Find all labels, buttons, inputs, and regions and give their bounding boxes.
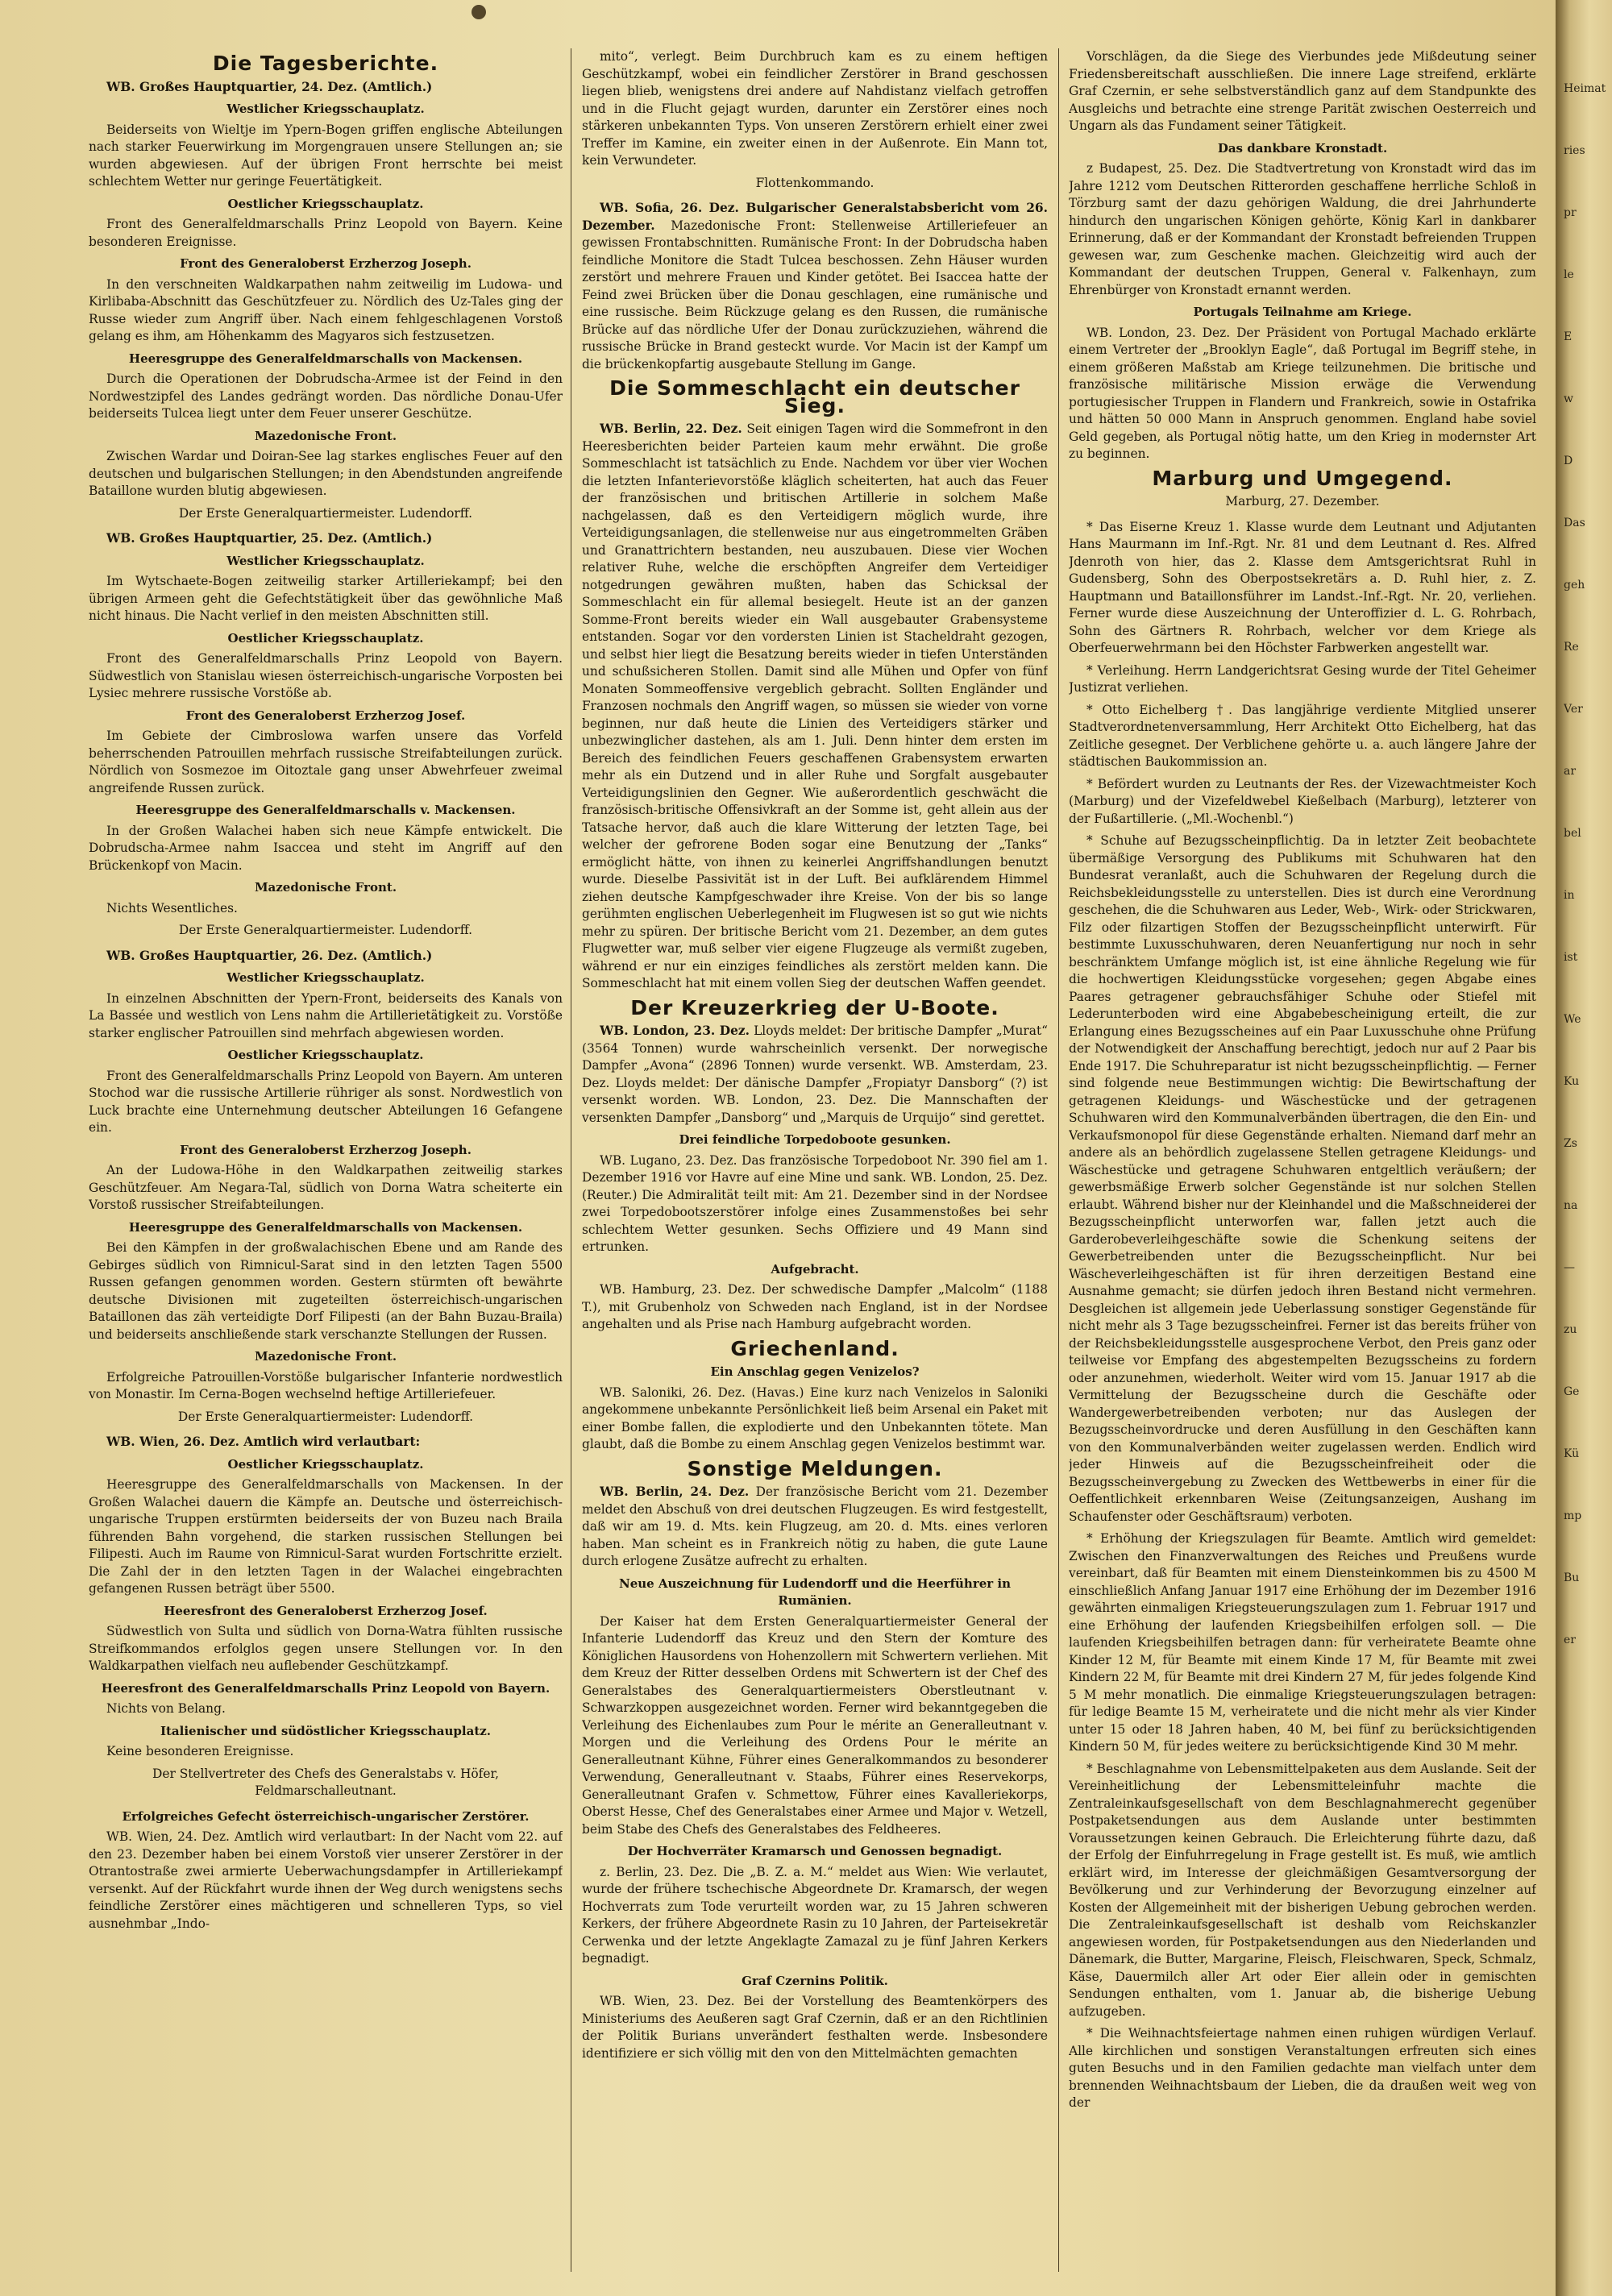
fragment-word: ries bbox=[1564, 144, 1585, 157]
article-lead: WB. Großes Hauptquartier, 25. Dez. (Amtlich.) bbox=[106, 531, 433, 546]
column-3 bbox=[1069, 48, 1536, 2280]
article-text: Nichts Wesentliches. bbox=[106, 900, 238, 915]
article-paragraph bbox=[582, 421, 1048, 993]
subheading: Das dankbare Kronstadt. bbox=[1217, 140, 1388, 156]
fragment-word: na bbox=[1564, 1199, 1578, 1212]
subheading: Italienischer und südöstlicher Kriegsschauplatz. bbox=[160, 1723, 491, 1738]
article-text: * Otto Eichelberg †. Das langjährige verdiente Mitglied unserer Stadtverordnetenversammlung, Herr Architekt Otto Eichelberg, hat das Zeitliche gesegnet. Der Verblichene gehörte u. a. auch längere Jahre der städtischen Baukommission an. bbox=[1069, 702, 1536, 769]
article-text: An der Ludowa-Höhe in den Waldkarpathen zeitweilig starkes Geschützfeuer. Am Negara-Tal, südlich von Dorna Watra scheiterte ein Vorstoß russischer Streifabteilungen. bbox=[89, 1163, 563, 1212]
subheading: Graf Czernins Politik. bbox=[742, 1973, 888, 1988]
article-text: Erfolgreiche Patrouillen-Vorstöße bulgarischer Infanterie nordwestlich von Monastir. Im Cerna-Bogen wechselnd heftige Artilleriefeuer. bbox=[89, 1369, 563, 1401]
binding-hole bbox=[472, 5, 486, 19]
subheading: Mazedonische Front. bbox=[254, 428, 397, 443]
article-lead: WB. Sofia, 26. Dez. Bulgarischer Generalstabsbericht vom 26. Dezember. bbox=[582, 201, 1048, 233]
subheading: Ein Anschlag gegen Venizelos? bbox=[710, 1364, 920, 1379]
section-heading: Die Sommeschlacht ein deutscher Sieg. bbox=[609, 376, 1020, 417]
subheading: Oestlicher Kriegsschauplatz. bbox=[227, 1048, 424, 1062]
fragment-word: pr bbox=[1564, 206, 1577, 219]
fragment-word: Ge bbox=[1564, 1385, 1580, 1398]
article-text: * Schuhe auf Bezugsscheinpflichtig. Da in letzter Zeit beobachtete übermäßige Versorgung des Publikums mit Schuhwaren hat den Bundesrat veranlaßt, auch die Schuhwaren der Regelung durch die Reichsbekleidungsstelle zu unterstellen. Dies ist durch eine Verordnung geschehen, die die Schuhwaren aus Leder, Web-, Wirk- oder Strickwaren, Filz oder filzartigen Stoffen der Bezugsscheinpflicht unterwirft. Für bestimmte Luxusschuhwaren, deren Neuanfertigung nur noch in sehr beschränktem Umfange möglich ist, ist eine ähnliche Regelung wie für die hochwertigen Kleidungsstücke vorgesehen; gegen Abgabe eines Paares getragener gebrauchsfähiger Schuhe oder Stiefel mit Lederunterboden wird eine Abgabebescheinigung erteilt, die zur Erlangung eines Bezugsscheines auf ein Paar Luxusschuhe ohne Prüfung der Notwendigkeit der Anschaffung berechtigt, jedoch nur auf 2 Paar bis Ende 1917. Die Schuhreparatur ist nicht bezugsscheinpflichtig. — Ferner sind folgende neue Bestimmungen wichtig: Die Bewirtschaftung der getragenen Kleidungs- und Wäschestücke und der getragenen Schuhwaren wird den Kommunalverbänden übertragen, die den Ein- und Verkaufsmonopol für diese Gegenstände erhalten. Niemand darf mehr an andere als an behördlich zugelassene Stellen getragene Kleidungs- und Wäschestücke und getragene Schuhwaren entgeltlich veräußern; der gewerbsmäßige Erwerb solcher Gegenstände ist nur solchen Stellen erlaubt. Während bisher nur der Kleinhandel und die Maßschneiderei der Bezugsscheinpflicht unterworfen war, fallen jetzt auch die Garderobeverleihgeschäfte sowie die Schenkung seitens der Gewerbetreibenden unter die Bezugsscheinpflicht. Nur bei Wäscheverleihgeschäften ist für ihren derzeitigen Bestand eine Ausnahme gemacht; sie dürfen jedoch ihren Bestand nicht vermehren. Desgleichen ist allgemein jede Ueberlassung sonstiger Gegenstände für nicht mehr als 3 Tage bezugsscheinfrei. Ferner ist das bereits früher von der Reichsbekleidungsstelle ausgesprochene Verbot, den Preis ganz oder teilweise vor Empfang des abgestempelten Bezugsscheins zu fordern oder anzunehmen, wiederholt. Weiter wird vom 15. Januar 1917 ab die Vermittelung der Bezugsscheine durch die Geschäfte oder Wandergewerbetreibenden verboten; nur das Auslegen der Bezugsscheinvordrucke und deren Ausfüllung in den Geschäften kann von den Kommunalverbänden weiter zugelassen werden. Endlich wird jeder Hinweis auf die Bezugsscheinfreiheit oder die Bezugsscheinvergebung zu Zwecken des Wettbewerbs in einer für die Oeffentlichkeit erkennbaren Weise (Zeitungsanzeigen, Aushang im Schaufenster oder Geschäftsraum) verboten. bbox=[1069, 833, 1536, 1524]
signature-line: Der Erste Generalquartiermeister: Ludendorff. bbox=[177, 1409, 474, 1424]
section-heading: Die Tagesberichte. bbox=[212, 52, 439, 75]
section-heading: Sonstige Meldungen. bbox=[687, 1456, 943, 1480]
signature-line: Flottenkommando. bbox=[755, 175, 875, 190]
subheading: Front des Generaloberst Erzherzog Joseph. bbox=[180, 1142, 472, 1157]
subheading: Oestlicher Kriegsschauplatz. bbox=[227, 196, 424, 211]
article-text: Nichts von Belang. bbox=[106, 1701, 226, 1716]
article-text: Der französische Bericht vom 21. Dezember meldet den Abschuß von drei deutschen Flugzeugen. Es wird festgestellt, daß wir am 19. d. Mts. kein Flugzeug, am 20. d. Mts. eines verloren haben. Man scheint es in Frankreich nötig zu haben, die gute Laune durch erlogene Zusätze aufrecht zu erhalten. bbox=[582, 1484, 1048, 1568]
article-text: Vorschlägen, da die Siege des Vierbundes jede Mißdeutung seiner Friedensbereitschaft ausschließen. Die innere Lage streifend, erklärte Graf Czernin, er sehe selbstverständlich ganz auf dem Standpunkte des Ausgleichs und betrachte eine strenge Parität zwischen Oesterreich und Ungarn als das Fundament seiner Tätigkeit. bbox=[1069, 49, 1536, 133]
article-text: * Beschlagnahme von Lebensmittelpaketen aus dem Auslande. Seit der Vereinheitlichung der Lebensmitteleinfuhr machte die Zentraleinkaufsgesellschaft von dem Beschlagnahmerecht gegenüber Postpaketsendungen aus dem Auslande unter bestimmten Voraussetzungen keinen Gebrauch. Die Erleichterung führte dazu, daß der Erfolg der Einfuhrregelung in Frage gestellt ist. Es muß, wie amtlich erklärt wird, im Interesse der gleichmäßigen Gesamtversorgung der Bevölkerung und zur Verhinderung der Bevorzugung einzelner auf Kosten der Allgemeinheit mit der bisherigen Uebung gebrochen werden. Die Zentraleinkaufsgesellschaft ist deshalb vom Reichskanzler angewiesen worden, für Postpaketsendungen aus den Niederlanden und Dänemark, die Butter, Margarine, Fleisch, Fleischwaren, Speck, Schmalz, Käse, Dauermilch aller Art oder Eier allein oder in gemischten Sendungen enthalten, vom 1. Januar ab, die bisherige Uebung aufzugeben. bbox=[1069, 1761, 1536, 2019]
article-paragraph bbox=[89, 1434, 563, 1451]
article-text: z Budapest, 25. Dez. Die Stadtvertretung von Kronstadt wird das im Jahre 1212 vom Deutschen Ritterorden geschaffene herrliche Schloß in Törzburg samt der dazu gehörigen Waldung, die drei Jahrhunderte hindurch den ungarischen Königen gehörte, König Karl in dankbarer Erinnerung, daß er der Kommandant der Kronstadt befreienden Truppen gewesen war, zum Geschenke machen. Gleichzeitig wird auch der Kommandant der deutschen Truppen, General v. Falkenhayn, zum Ehrenbürger von Kronstadt ernannt werden. bbox=[1069, 161, 1536, 297]
article-paragraph bbox=[89, 948, 563, 965]
column-1 bbox=[89, 48, 563, 2280]
subheading: Mazedonische Front. bbox=[254, 1349, 397, 1364]
article-lead: WB. Wien, 26. Dez. Amtlich wird verlautbart: bbox=[106, 1434, 421, 1449]
article-text: Front des Generalfeldmarschalls Prinz Leopold von Bayern. Am unteren Stochod war die russische Artillerie rühriger als sonst. Nordwestlich von Luck brachte eine Unternehmung deutscher Abteilungen 16 Gefangene ein. bbox=[89, 1068, 563, 1135]
column-2 bbox=[582, 48, 1048, 2280]
subheading: Heeresfront des Generaloberst Erzherzog Josef. bbox=[164, 1603, 488, 1618]
fragment-word: bel bbox=[1564, 827, 1581, 840]
signature-line: Der Erste Generalquartiermeister. Ludendorff. bbox=[178, 505, 473, 521]
subheading: Heeresgruppe des Generalfeldmarschalls von Mackensen. bbox=[128, 351, 523, 366]
subheading: Oestlicher Kriegsschauplatz. bbox=[227, 1456, 424, 1472]
article-text: Der Kaiser hat dem Ersten Generalquartiermeister General der Infanterie Ludendorff das Kreuz und den Stern der Komture des Königlichen Hausordens von Hohenzollern mit Schwertern verliehen. Mit dem Kreuz der Ritter desselben Ordens mit Schwertern ist der Chef des Generalstabes des Generalquartiermeisters Oberstleutnant v. Schwarzkoppen ausgezeichnet worden. Ferner wird bekanntgegeben die Verleihung des Eichenlaubes zum Pour le mérite an Generalleutnant v. Morgen und die Verleihung des Ordens Pour le mérite an Generalleutnant Kühne, Führer eines Generalkommandos zu besonderer Verwendung, Generalleutnant v. Staabs, Führer eines Reservekorps, Generalleutnant Grafen v. Schmettow, Führer eines Kavalleriekorps, Oberst Hesse, Chef des Generalstabes einer Armee und Major v. Wetzell, beim Stabe des Chefs des Generalstabes des Feldheeres. bbox=[582, 1613, 1048, 1837]
article-text: * Die Weihnachtsfeiertage nahmen einen ruhigen würdigen Verlauf. Alle kirchlichen und sonstigen Veranstaltungen erfreuten sich eines guten Besuchs und in den Familien gedachte man vielfach unter dem brennenden Weihnachtsbaum der Lieben, die da draußen weit weg von der bbox=[1069, 2026, 1536, 2110]
subheading: Westlicher Kriegsschauplatz. bbox=[226, 102, 425, 116]
article-text: Front des Generalfeldmarschalls Prinz Leopold von Bayern. Keine besonderen Ereignisse. bbox=[89, 217, 563, 249]
fragment-word: er bbox=[1564, 1634, 1576, 1646]
subheading: Erfolgreiches Gefecht österreichisch-ungarischer Zerstörer. bbox=[122, 1808, 530, 1824]
subheading: Oestlicher Kriegsschauplatz. bbox=[227, 630, 424, 646]
article-text: z. Berlin, 23. Dez. Die „B. Z. a. M.“ meldet aus Wien: Wie verlautet, wurde der frühere tschechische Abgeordnete Dr. Kramarsch, der wegen Hochverrats zum Tode verurteilt worden war, zu 15 Jahren schweren Kerkers, der frühere Abgeordnete Rasin zu 10 Jahren, der Parteisekretär Cerwenka und der letzte Angeklagte Zamazal zu je fünf Jahren Kerkers begnadigt. bbox=[582, 1864, 1048, 1966]
signature-line: Der Stellvertreter des Chefs des Generalstabs v. Höfer, Feldmarschalleutnant. bbox=[152, 1766, 499, 1798]
article-text: WB. Saloniki, 26. Dez. (Havas.) Eine kurz nach Venizelos in Saloniki angekommene unbekannte Persönlichkeit ließ beim Arsenal ein Paket mit einer Bombe fallen, die explodierte und den Unbekannten tötete. Man glaubt, daß die Bombe zu einem Anschlag gegen Venizelos bestimmt war. bbox=[582, 1385, 1048, 1451]
article-text: In der Großen Walachei haben sich neue Kämpfe entwickelt. Die Dobrudscha-Armee nahm Isaccea und steht im Angriff auf den Brückenkopf von Macin. bbox=[89, 823, 563, 873]
article-text: In einzelnen Abschnitten der Ypern-Front, beiderseits des Kanals von La Bassée und westlich von Lens nahm die Artillerietätigkeit zu. Vorstöße starker englischer Patrouillen sind mehrfach abgewiesen worden. bbox=[89, 990, 563, 1040]
article-text: Seit einigen Tagen wird die Sommefront in den Heeresberichten beider Parteien kaum mehr erwähnt. Die große Sommeschlacht ist tatsächlich zu Ende. Nachdem vor über vier Wochen die letzten Infanterievorstöße kläglich scheiterten, hat auch das Feuer der französischen und britischen Artillerie in solchem Maße nachgelassen, daß es den Verteidigern möglich wurde, ihre Verteidigungsanlagen, die stellenweise nur aus eingetrommelten Gräben und Granattrichtern bestanden, neu auszubauen. Diese vier Wochen relativer Ruhe, welche die erschöpften Angreifer dem Verteidiger notgedrungen gewähren mußten, haben das Schicksal der Sommeschlacht ein für allemal besiegelt. Heute ist an der ganzen Somme-Front bereits wieder ein Wall ausgebauter Grabensysteme entstanden. Sogar vor den vordersten Linien ist Stacheldraht gezogen, und selbst hier liegt die Besatzung bereits wieder in tiefen Unterständen und schußsicheren Stollen. Damit sind alle Mühen und Opfer von fünf Monaten Sommeoffensive vergeblich gebracht. Sollten Engländer und Franzosen nochmals den Angriff wagen, so müssen sie wieder von vorne beginnen, nur daß heute die Linien des Verteidigers stärker und unbezwinglicher dastehen, als am 1. Juli. Denn hinter dem ersten im Bereich des feindlichen Feuers geschaffenen Grabensystem erwarten mehr als ein Dutzend und in aller Ruhe und Sorgfalt ausgebauter Verteidigungslinien den Gegner. Wie außerordentlich geschwächt die französisch-britische Offensivkraft an der Somme ist, geht allein aus der Tatsache hervor, daß auch die klare Witterung der letzten Tage, bei welcher der gefrorene Boden sogar eine Benutzung der „Tanks“ ermöglicht hätte, von ihnen zu keinerlei Angriffshandlungen benutzt wurde. Dieselbe Passivität ist in der Luft. Bei aufklärendem Himmel ziehen deutsche Kampfgeschwader ihre Kreise. Von der bis so lange gerühmten englischen Ueberlegenheit im Flugwesen ist so gut wie nichts mehr zu spüren. Der britische Bericht vom 21. Dezember, an dem gutes Flugwetter war, muß selber vier eigene Flugzeuge als vermißt zugeben, während er nur ein einziges feindliches als zerstört melden kann. Die Sommeschlacht hat mit einem vollen Sieg der deutschen Waffen geendet. bbox=[582, 421, 1048, 990]
article-text: WB. Lugano, 23. Dez. Das französische Torpedoboot Nr. 390 fiel am 1. Dezember 1916 vor Havre auf eine Mine und sank. WB. London, 25. Dez. (Reuter.) Die Admiralität teilt mit: Am 21. Dezember sind in der Nordsee zwei Torpedobootszerstörer infolge eines Zusammenstoßes bei sehr schlechtem Wetter gesunken. Sechs Offiziere und 49 Mann sind ertrunken. bbox=[582, 1152, 1048, 1254]
subheading: Westlicher Kriegsschauplatz. bbox=[226, 970, 425, 985]
fragment-word: Bu bbox=[1564, 1571, 1580, 1584]
section-heading: Griechenland. bbox=[730, 1336, 899, 1360]
fragment-word: Zs bbox=[1564, 1137, 1577, 1150]
fragment-word: Kü bbox=[1564, 1447, 1580, 1460]
column-1-body bbox=[89, 79, 563, 1933]
article-paragraph bbox=[582, 200, 1048, 373]
article-text: Keine besonderen Ereignisse. bbox=[106, 1744, 294, 1758]
fragment-word: ist bbox=[1564, 951, 1578, 964]
article-text: WB. Hamburg, 23. Dez. Der schwedische Dampfer „Malcolm“ (1188 T.), mit Grubenholz von Schweden nach England, ist in der Nordsee angehalten und als Prise nach Hamburg aufgebracht worden. bbox=[582, 1282, 1048, 1331]
article-paragraph bbox=[582, 1023, 1048, 1127]
article-paragraph bbox=[89, 79, 563, 97]
fragment-word: Ku bbox=[1564, 1075, 1580, 1088]
fragment-word: ar bbox=[1564, 765, 1577, 778]
subheading: Heeresfront des Generalfeldmarschalls Prinz Leopold von Bayern. bbox=[101, 1680, 550, 1696]
fragment-word: — bbox=[1564, 1261, 1575, 1274]
fragment-word: E bbox=[1564, 330, 1573, 343]
subheading: Front des Generaloberst Erzherzog Joseph. bbox=[180, 256, 472, 271]
article-text: Durch die Operationen der Dobrudscha-Armee ist der Feind in den Nordwestzipfel des Landes gedrängt worden. Das nördliche Donau-Ufer beiderseits Tulcea liegt unter dem Feuer unserer Geschütze. bbox=[89, 372, 563, 421]
article-text: Im Wytschaete-Bogen zeitweilig starker Artilleriekampf; bei den übrigen Armeen geht die Gefechtstätigkeit über das gewöhnliche Maß nicht hinaus. Die Nacht verlief in den meisten Abschnitten still. bbox=[89, 574, 563, 623]
fragment-word: in bbox=[1564, 889, 1575, 902]
fragment-word: Heimat bbox=[1564, 82, 1606, 95]
article-paragraph bbox=[582, 1484, 1048, 1571]
article-text: In den verschneiten Waldkarpathen nahm zeitweilig im Ludowa- und Kirlibaba-Abschnitt das Geschützfeuer zu. Nördlich des Uz-Tales ging der Russe wieder zum Angriff über. Nach einem fehlgeschlagenen Vorstoß gelang es ihm, am Höhenkamm des Magyaros sich festzusetzen. bbox=[89, 276, 563, 343]
section-heading: Marburg und Umgegend. bbox=[1152, 466, 1453, 490]
article-paragraph bbox=[89, 530, 563, 548]
fragment-word: zu bbox=[1564, 1323, 1577, 1336]
article-text: * Verleihung. Herrn Landgerichtsrat Gesing wurde der Titel Geheimer Justizrat verliehen. bbox=[1069, 662, 1536, 695]
fragment-word: le bbox=[1564, 268, 1574, 281]
fragment-word: Das bbox=[1564, 517, 1585, 529]
subheading: Drei feindliche Torpedoboote gesunken. bbox=[679, 1132, 951, 1147]
column-3-body bbox=[1069, 48, 1536, 2112]
subheading: Heeresgruppe des Generalfeldmarschalls v. Mackensen. bbox=[135, 803, 516, 817]
signature-line: Marburg, 27. Dezember. bbox=[1225, 494, 1380, 509]
article-text: * Befördert wurden zu Leutnants der Res. der Vizewachtmeister Koch (Marburg) und der Vizefeldwebel Kießelbach (Marburg), letzterer von der Fußartillerie. („Ml.-Wochenbl.“) bbox=[1069, 776, 1536, 826]
fragment-word: mp bbox=[1564, 1509, 1582, 1522]
fragment-word: D bbox=[1564, 455, 1573, 467]
fragment-word: geh bbox=[1564, 579, 1585, 592]
subheading: Aufgebracht. bbox=[771, 1261, 859, 1277]
article-lead: WB. London, 23. Dez. bbox=[600, 1023, 750, 1038]
adjacent-page-fragment bbox=[1564, 81, 1612, 1694]
article-text: Beiderseits von Wieltje im Ypern-Bogen griffen englische Abteilungen nach starker Feuerwirkung im Morgengrauen unsere Stellungen an; sie wurden abgewiesen. Auf der übrigen Front herrschte bei meist schlechtem Wetter nur geringe Feuertätigkeit. bbox=[89, 122, 563, 189]
article-text: Lloyds meldet: Der britische Dampfer „Murat“ (3564 Tonnen) wurde wahrscheinlich versenkt. Der norwegische Dampfer „Avona“ (2896 Tonnen) wurde versenkt. WB. Amsterdam, 23. Dez. Lloyds meldet: Der dänische Dampfer „Fropiatyr Dansborg“ (?) ist versenkt worden. WB. London, 23. Dez. Die Mannschaften der versenkten Dampfer „Dansborg“ und „Marquis de Urquijo“ sind gerettet. bbox=[582, 1023, 1048, 1125]
subheading: Front des Generaloberst Erzherzog Josef. bbox=[185, 708, 466, 723]
subheading: Neue Auszeichnung für Ludendorff und die Heerführer in Rumänien. bbox=[618, 1576, 1012, 1608]
fragment-word: We bbox=[1564, 1013, 1581, 1026]
section-heading: Der Kreuzerkrieg der U-Boote. bbox=[630, 995, 999, 1019]
subheading: Westlicher Kriegsschauplatz. bbox=[226, 553, 425, 568]
subheading: Mazedonische Front. bbox=[254, 880, 397, 895]
article-text: Mazedonische Front: Stellenweise Artilleriefeuer an gewissen Frontabschnitten. Rumänische Front: In der Dobrudscha haben feindliche Monitore die Stadt Tulcea beschossen. Zehn Häuser wurden zerstört und mehrere Frauen und Kinder getötet. Bei Isaccea hatte der Feind zwei Brücken über die Donau geschlagen, eine rumänische und eine russische. Beim Rückzuge gelang es den Russen, die rumänische Brücke auf das nördliche Ufer der Donau zurückzuziehen, während die russische Brücke in Brand gesteckt wurde. Vor Macin ist der Kampf um die brückenkopfartig ausgebaute Stellung im Gange. bbox=[582, 218, 1048, 372]
column-rule-2 bbox=[1058, 48, 1059, 2272]
article-text: WB. Wien, 23. Dez. Bei der Vorstellung des Beamtenkörpers des Ministeriums des Aeußeren sagt Graf Czernin, daß er an den Richtlinien der Politik Burians unverändert festhalten werde. Insbesondere identifiziere er sich völlig mit den von den Mittelmächten gemachten bbox=[582, 1994, 1048, 2061]
article-lead: WB. Großes Hauptquartier, 26. Dez. (Amtlich.) bbox=[106, 948, 433, 963]
column-2-body bbox=[582, 48, 1048, 2062]
fragment-word: Re bbox=[1564, 641, 1579, 654]
subheading: Der Hochverräter Kramarsch und Genossen begnadigt. bbox=[627, 1844, 1003, 1858]
article-lead: WB. Großes Hauptquartier, 24. Dez. (Amtlich.) bbox=[106, 79, 433, 94]
subheading: Heeresgruppe des Generalfeldmarschalls von Mackensen. bbox=[128, 1219, 523, 1235]
article-text: Front des Generalfeldmarschalls Prinz Leopold von Bayern. Südwestlich von Stanislau wiesen österreichisch-ungarische Vorposten bei Lysiec mehrere russische Vorstöße ab. bbox=[89, 651, 563, 700]
article-text: Bei den Kämpfen in der großwalachischen Ebene und am Rande des Gebirges südlich von Rimnicul-Sarat sind in den letzten Tagen 5500 Russen gefangen genommen worden. Gestern stürmten oft bewährte deutsche Divisionen mit zugeteilten österreichisch-ungarischen Bataillonen das zäh verteidigte Dorf Filipesti (an der Bahn Buzau-Braila) und beiderseits anschließende stark verschanzte Stellungen der Russen. bbox=[89, 1240, 563, 1342]
article-text: WB. London, 23. Dez. Der Präsident von Portugal Machado erklärte einem Vertreter der „Brooklyn Eagle“, daß Portugal im Begriff stehe, in einem größeren Maßstab am Kriege teilzunehmen. Die britische und französische militärische Mission erwäge die Verwendung portugiesischer Truppen in Flandern und Frankreich, sowie in Ostafrika und hätten 50 000 Mann in Anspruch genommen. England habe soviel Geld gegeben, als Portugal nötig hatte, um den Krieg in modernster Art zu beginnen. bbox=[1069, 325, 1536, 461]
signature-line: Der Erste Generalquartiermeister. Ludendorff. bbox=[178, 923, 473, 937]
article-lead: WB. Berlin, 24. Dez. bbox=[600, 1484, 750, 1499]
fragment-word: Ver bbox=[1564, 703, 1583, 716]
article-text: Südwestlich von Sulta und südlich von Dorna-Watra fühlten russische Streifkommandos erfolglos gegen unsere Stellungen vor. In den Waldkarpathen vielfach neu auflebender Geschützkampf. bbox=[89, 1624, 563, 1673]
article-text: * Das Eiserne Kreuz 1. Klasse wurde dem Leutnant und Adjutanten Hans Maurmann im Inf.-Rgt. Nr. 81 und dem Leutnant d. Res. Alfred Jdenroth von hier, das 2. Klasse dem Amtsgerichtsrat Ruhl in Gudensberg, Sohn des Oberpostsekretärs a. D. Ruhl hier, z. Z. Hauptmann und Bataillonsführer im Landst.-Inf.-Rgt. Nr. 20, verliehen. Ferner wurde diese Auszeichnung der Unteroffizier d. L. G. Rohrbach, Sohn des Gärtners R. Rohrbach, welcher vor dem Kriege als Oberfeuerwehrmann bei den Höchster Farbwerken angestellt war. bbox=[1069, 519, 1536, 655]
subheading: Portugals Teilnahme am Kriege. bbox=[1193, 305, 1412, 319]
article-text: Heeresgruppe des Generalfeldmarschalls von Mackensen. In der Großen Walachei dauern die Kämpfe an. Deutsche und österreichisch-ungarische Truppen erstürmten beiderseits der von Buzeu nach Braila führenden Bahn vorgehend, die starken russischen Stellungen bei Filipesti. Auch im Raume von Rimnicul-Sarat wurden Fortschritte erzielt. Die Zahl der in den letzten Tagen in der Walachei eingebrachten gefangenen Russen beträgt über 5500. bbox=[89, 1477, 563, 1596]
article-text: mito“, verlegt. Beim Durchbruch kam es zu einem heftigen Geschützkampf, wobei ein feindlicher Zerstörer in Brand geschossen liegen blieb, wenigstens drei andere auf Nahdistanz vielfach getroffen und in die Flucht gejagt wurden, darunter ein Zerstörer eines noch stärkeren unbekannten Typs. Von unseren Zerstörern erhielt einer zwei Treffer im Kamine, ein zweiter einen in der Außenrote. Ein Mann tot, kein Verwundeter. bbox=[582, 49, 1048, 168]
fragment-word: w bbox=[1564, 392, 1573, 405]
article-text: WB. Wien, 24. Dez. Amtlich wird verlautbart: In der Nacht vom 22. auf den 23. Dezember haben bei einem Vorstoß vier unserer Zerstörer in der Otrantostraße zwei armierte Ueberwachungsdampfer in Artilleriekampf versenkt. Auf der Rückfahrt wurde ihnen der Weg durch wenigstens sechs feindliche Zerstörer eines mächtigeren und schnelleren Typs, so viel ausnehmbar „Indo- bbox=[89, 1829, 563, 1931]
article-text: Im Gebiete der Cimbroslowa warfen unsere das Vorfeld beherrschenden Patrouillen mehrfach russische Streifabteilungen zurück. Nördlich von Sosmezoe im Oitoztale gang unser Abwehrfeuer zweimal angreifende Russen zurück. bbox=[89, 729, 563, 795]
article-lead: WB. Berlin, 22. Dez. bbox=[600, 421, 742, 436]
article-text: * Erhöhung der Kriegszulagen für Beamte. Amtlich wird gemeldet: Zwischen den Finanzverwaltungen des Reiches und Preußens wurde vereinbart, daß für Beamten mit einem Diensteinkommen bis zu 4500 M einschließlich Anfang Januar 1917 eine Erhöhung der im Dezember 1916 gewährten einmaligen Kriegsteuerungszulagen zum 1. Februar 1917 und eine Erhöhung der laufenden Kriegsbeihilfen erfolgen soll. — Die laufenden Kriegsbeihilfen betragen dann: für verheiratete Beamte ohne Kinder 12 M, für Beamte mit einem Kinde 17 M, für Beamte mit zwei Kindern 22 M, für Beamte mit drei Kindern 27 M, für jedes folgende Kind 5 M mehr monatlich. Die einmalige Kriegsteuerungszulagen betragen: für ledige Beamte 15 M, verheiratete und die nicht mehr als vier Kinder unter 15 oder 18 Jahren haben, 40 M, bei fünf zu berücksichtigenden Kindern 50 M, für jedes weitere zu berücksichtigende Kind 30 M mehr. bbox=[1069, 1531, 1536, 1754]
article-text: Zwischen Wardar und Doiran-See lag starkes englisches Feuer auf den deutschen und bulgarischen Stellungen; in den Abendstunden angreifende Bataillone wurden blutig abgewiesen. bbox=[89, 449, 563, 498]
